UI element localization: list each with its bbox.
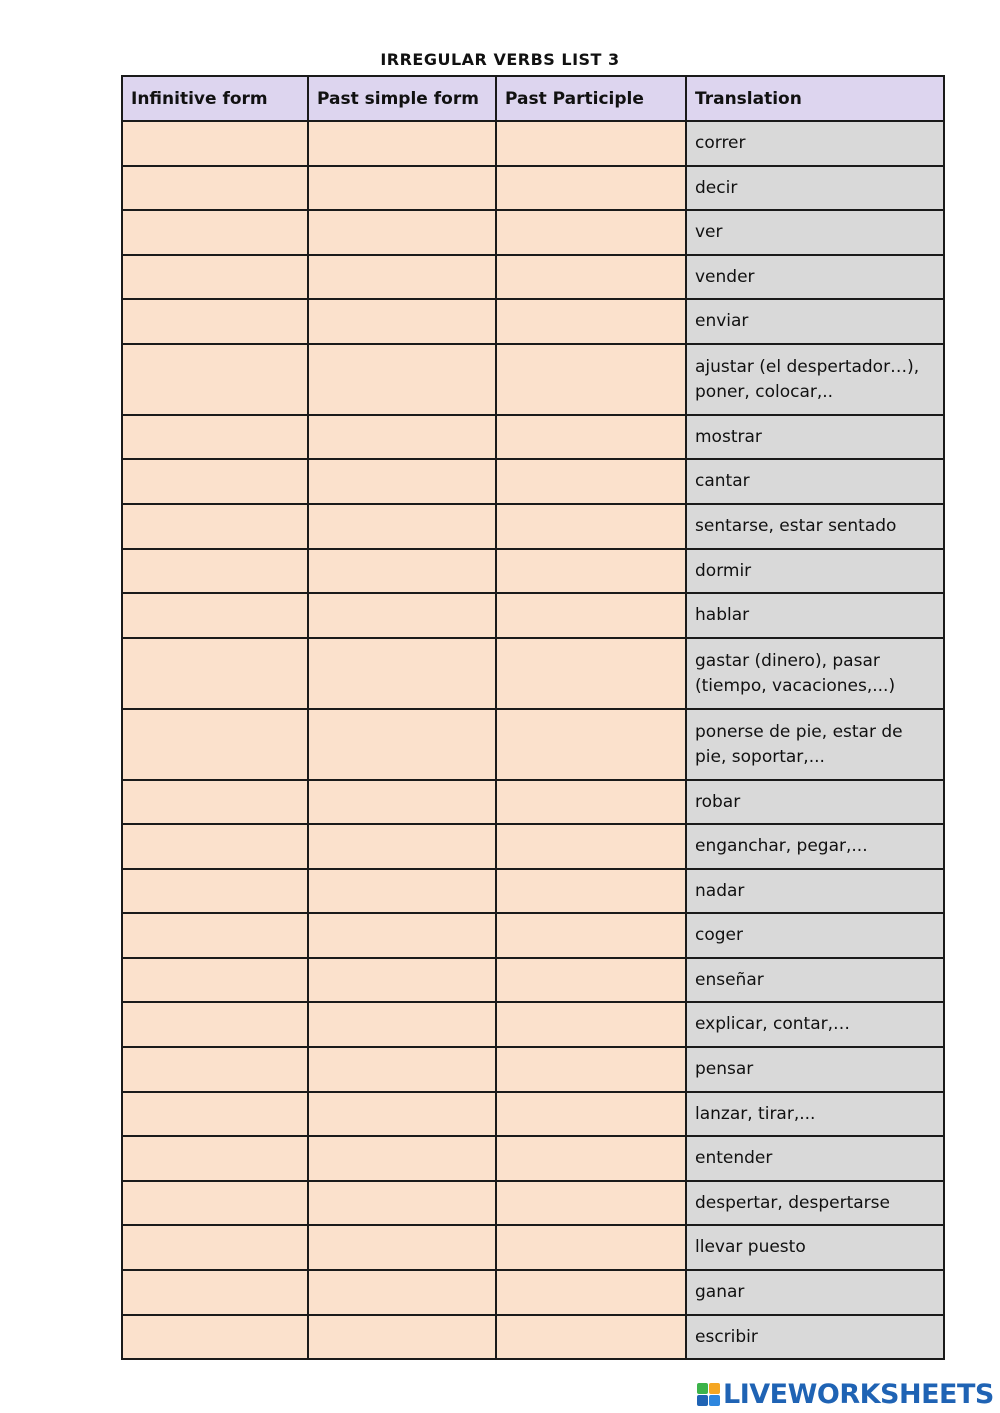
past-simple-cell [308, 638, 496, 709]
past-participle-input[interactable] [497, 427, 685, 446]
past-participle-input[interactable] [497, 370, 685, 389]
past-participle-input[interactable] [497, 1015, 685, 1034]
past-participle-cell [496, 549, 686, 593]
past-participle-cell [496, 121, 686, 166]
table-row [122, 1181, 944, 1225]
header-translation: Translation [686, 76, 944, 121]
past-participle-input[interactable] [497, 1149, 685, 1168]
past-simple-input[interactable] [309, 1104, 495, 1123]
translation-cell [686, 1181, 944, 1225]
table-row [122, 593, 944, 638]
infinitive-input[interactable] [123, 1149, 307, 1168]
translation-cell [686, 549, 944, 593]
translation-text: escribir [695, 1326, 758, 1347]
translation-text: ajustar (el despertador…), [695, 356, 920, 377]
past-simple-input[interactable] [309, 427, 495, 446]
translation-text: hablar [695, 605, 750, 625]
past-participle-cell [496, 1225, 686, 1270]
table-row [122, 504, 944, 549]
past-participle-input[interactable] [497, 735, 685, 754]
table-row [122, 1047, 944, 1092]
liveworksheets-logo [697, 1378, 994, 1410]
past-participle-cell [496, 459, 686, 504]
past-simple-input[interactable] [309, 735, 495, 754]
past-participle-input[interactable] [497, 664, 685, 683]
infinitive-input[interactable] [123, 792, 307, 811]
infinitive-input[interactable] [123, 517, 307, 536]
past-simple-input[interactable] [309, 1283, 495, 1302]
infinitive-input[interactable] [123, 970, 307, 989]
past-participle-input[interactable] [497, 881, 685, 900]
translation-text: llevar puesto [695, 1237, 806, 1257]
past-participle-cell [496, 1092, 686, 1136]
translation-text: mostrar [695, 426, 762, 447]
translation-cell [686, 210, 944, 255]
table-row [122, 1092, 944, 1136]
past-simple-cell [308, 1270, 496, 1315]
translation-cell [686, 1315, 944, 1359]
past-simple-input[interactable] [309, 561, 495, 580]
translation-cell [686, 958, 944, 1002]
past-participle-cell [496, 166, 686, 210]
translation-cell [686, 299, 944, 344]
table-row [122, 780, 944, 824]
infinitive-cell [122, 869, 308, 913]
translation-text: gastar (dinero), pasar [695, 650, 880, 671]
past-simple-input[interactable] [309, 926, 495, 945]
infinitive-cell [122, 1181, 308, 1225]
translation-text: robar [695, 791, 741, 812]
translation-text: pensar [695, 1059, 754, 1079]
table-row [122, 255, 944, 299]
past-participle-cell [496, 913, 686, 958]
past-simple-input[interactable] [309, 370, 495, 389]
translation-text: (tiempo, vacaciones,...) [695, 675, 896, 696]
past-simple-input[interactable] [309, 223, 495, 242]
translation-cell [686, 1136, 944, 1181]
past-simple-cell [308, 1136, 496, 1181]
past-participle-cell [496, 299, 686, 344]
past-participle-input[interactable] [497, 312, 685, 331]
infinitive-input[interactable] [123, 606, 307, 625]
translation-cell [686, 459, 944, 504]
translation-cell [686, 1225, 944, 1270]
infinitive-input[interactable] [123, 1060, 307, 1079]
infinitive-cell [122, 913, 308, 958]
past-simple-input[interactable] [309, 267, 495, 286]
past-participle-input[interactable] [497, 1327, 685, 1346]
infinitive-cell [122, 1002, 308, 1047]
infinitive-input[interactable] [123, 561, 307, 580]
table-row [122, 344, 944, 415]
infinitive-cell [122, 344, 308, 415]
infinitive-input[interactable] [123, 427, 307, 446]
past-participle-cell [496, 1002, 686, 1047]
infinitive-cell [122, 415, 308, 459]
past-participle-input[interactable] [497, 517, 685, 536]
infinitive-cell [122, 593, 308, 638]
past-simple-cell [308, 299, 496, 344]
past-simple-input[interactable] [309, 1149, 495, 1168]
translation-text: decir [695, 177, 738, 198]
infinitive-cell [122, 780, 308, 824]
past-participle-input[interactable] [497, 837, 685, 856]
infinitive-cell [122, 824, 308, 869]
table-row [122, 210, 944, 255]
infinitive-cell [122, 166, 308, 210]
past-simple-input[interactable] [309, 881, 495, 900]
table-row [122, 166, 944, 210]
past-simple-input[interactable] [309, 837, 495, 856]
infinitive-cell [122, 709, 308, 780]
infinitive-input[interactable] [123, 472, 307, 491]
past-simple-input[interactable] [309, 134, 495, 153]
table-row [122, 299, 944, 344]
past-simple-cell [308, 1225, 496, 1270]
translation-cell [686, 1092, 944, 1136]
table-row [122, 549, 944, 593]
infinitive-input[interactable] [123, 1193, 307, 1212]
logo-blocks-icon [697, 1383, 720, 1406]
past-participle-cell [496, 824, 686, 869]
infinitive-cell [122, 459, 308, 504]
translation-text: enseñar [695, 969, 764, 990]
infinitive-cell [122, 1315, 308, 1359]
translation-text: sentarse, estar sentado [695, 516, 897, 536]
past-simple-input[interactable] [309, 312, 495, 331]
infinitive-cell [122, 255, 308, 299]
infinitive-cell [122, 1270, 308, 1315]
past-participle-input[interactable] [497, 970, 685, 989]
past-simple-input[interactable] [309, 178, 495, 197]
past-simple-input[interactable] [309, 472, 495, 491]
table-row [122, 824, 944, 869]
past-simple-input[interactable] [309, 606, 495, 625]
table-row [122, 415, 944, 459]
translation-cell [686, 121, 944, 166]
infinitive-input[interactable] [123, 735, 307, 754]
translation-cell [686, 255, 944, 299]
past-participle-cell [496, 593, 686, 638]
past-simple-cell [308, 593, 496, 638]
translation-text: despertar, despertarse [695, 1192, 890, 1213]
past-simple-cell [308, 344, 496, 415]
infinitive-input[interactable] [123, 223, 307, 242]
table-row [122, 121, 944, 166]
infinitive-cell [122, 1136, 308, 1181]
translation-cell [686, 638, 944, 709]
header-past-participle: Past Participle [496, 76, 686, 121]
translation-text: entender [695, 1148, 773, 1168]
table-row [122, 958, 944, 1002]
past-participle-cell [496, 1136, 686, 1181]
table-row [122, 1225, 944, 1270]
table-row [122, 459, 944, 504]
infinitive-cell [122, 1092, 308, 1136]
infinitive-input[interactable] [123, 1238, 307, 1257]
infinitive-input[interactable] [123, 881, 307, 900]
translation-cell [686, 824, 944, 869]
past-simple-input[interactable] [309, 1060, 495, 1079]
past-simple-input[interactable] [309, 517, 495, 536]
table-row [122, 1270, 944, 1315]
past-simple-cell [308, 1181, 496, 1225]
past-participle-cell [496, 415, 686, 459]
past-participle-cell [496, 1315, 686, 1359]
translation-text: lanzar, tirar,... [695, 1103, 816, 1124]
past-participle-cell [496, 255, 686, 299]
infinitive-input[interactable] [123, 312, 307, 331]
past-simple-cell [308, 1315, 496, 1359]
infinitive-input[interactable] [123, 664, 307, 683]
table-row [122, 1136, 944, 1181]
infinitive-cell [122, 121, 308, 166]
past-participle-input[interactable] [497, 561, 685, 580]
infinitive-input[interactable] [123, 134, 307, 153]
past-simple-cell [308, 824, 496, 869]
infinitive-cell [122, 210, 308, 255]
verbs-table [121, 75, 945, 1360]
past-simple-cell [308, 549, 496, 593]
past-participle-input[interactable] [497, 606, 685, 625]
translation-text: coger [695, 925, 743, 945]
past-participle-input[interactable] [497, 1104, 685, 1123]
past-simple-cell [308, 709, 496, 780]
translation-text: enganchar, pegar,... [695, 836, 868, 856]
table-row [122, 1315, 944, 1359]
past-simple-input[interactable] [309, 1015, 495, 1034]
past-simple-cell [308, 1047, 496, 1092]
header-row [122, 76, 944, 121]
translation-text: enviar [695, 311, 749, 331]
translation-text: ponerse de pie, estar de [695, 721, 903, 742]
translation-cell [686, 1270, 944, 1315]
past-participle-cell [496, 1047, 686, 1092]
past-participle-input[interactable] [497, 472, 685, 491]
translation-cell [686, 780, 944, 824]
infinitive-input[interactable] [123, 267, 307, 286]
past-participle-input[interactable] [497, 792, 685, 811]
translation-cell [686, 1002, 944, 1047]
infinitive-input[interactable] [123, 1327, 307, 1346]
past-simple-input[interactable] [309, 1193, 495, 1212]
past-simple-cell [308, 869, 496, 913]
translation-text: correr [695, 133, 746, 153]
past-simple-input[interactable] [309, 970, 495, 989]
infinitive-cell [122, 958, 308, 1002]
translation-cell [686, 504, 944, 549]
infinitive-input[interactable] [123, 1015, 307, 1034]
worksheet-title: IRREGULAR VERBS LIST 3 [380, 50, 620, 69]
infinitive-input[interactable] [123, 370, 307, 389]
translation-text: poner, colocar,.. [695, 381, 834, 402]
past-simple-cell [308, 166, 496, 210]
past-participle-cell [496, 780, 686, 824]
infinitive-input[interactable] [123, 178, 307, 197]
past-participle-input[interactable] [497, 926, 685, 945]
past-participle-cell [496, 709, 686, 780]
translation-text: pie, soportar,... [695, 746, 825, 767]
past-participle-cell [496, 869, 686, 913]
translation-text: ganar [695, 1282, 745, 1302]
past-participle-input[interactable] [497, 1060, 685, 1079]
infinitive-input[interactable] [123, 837, 307, 856]
translation-text: ver [695, 222, 723, 242]
past-participle-cell [496, 958, 686, 1002]
past-simple-cell [308, 210, 496, 255]
translation-text: cantar [695, 471, 750, 491]
past-participle-input[interactable] [497, 1238, 685, 1257]
past-participle-input[interactable] [497, 1283, 685, 1302]
infinitive-input[interactable] [123, 926, 307, 945]
translation-text: explicar, contar,… [695, 1014, 851, 1034]
past-simple-cell [308, 255, 496, 299]
infinitive-cell [122, 1047, 308, 1092]
past-simple-cell [308, 913, 496, 958]
table-row [122, 1002, 944, 1047]
past-simple-input[interactable] [309, 792, 495, 811]
past-participle-cell [496, 344, 686, 415]
infinitive-cell [122, 638, 308, 709]
infinitive-cell [122, 504, 308, 549]
past-simple-cell [308, 1002, 496, 1047]
translation-cell [686, 166, 944, 210]
past-participle-input[interactable] [497, 1193, 685, 1212]
table-row [122, 913, 944, 958]
past-participle-input[interactable] [497, 223, 685, 242]
translation-cell [686, 344, 944, 415]
past-participle-cell [496, 210, 686, 255]
infinitive-cell [122, 549, 308, 593]
infinitive-input[interactable] [123, 1104, 307, 1123]
table-row [122, 869, 944, 913]
translation-text: vender [695, 266, 755, 287]
past-simple-cell [308, 1092, 496, 1136]
logo-text: LIVEWORKSHEETS [723, 1378, 994, 1410]
past-simple-cell [308, 459, 496, 504]
table-row [122, 709, 944, 780]
translation-text: dormir [695, 560, 752, 581]
translation-cell [686, 1047, 944, 1092]
translation-cell [686, 913, 944, 958]
past-simple-input[interactable] [309, 1238, 495, 1257]
header-infinitive: Infinitive form [122, 76, 308, 121]
past-simple-input[interactable] [309, 1327, 495, 1346]
past-simple-cell [308, 504, 496, 549]
past-simple-cell [308, 121, 496, 166]
past-participle-cell [496, 504, 686, 549]
past-participle-input[interactable] [497, 134, 685, 153]
header-past-simple: Past simple form [308, 76, 496, 121]
past-simple-cell [308, 415, 496, 459]
past-participle-cell [496, 1181, 686, 1225]
infinitive-cell [122, 1225, 308, 1270]
past-participle-cell [496, 1270, 686, 1315]
table-row [122, 638, 944, 709]
past-participle-input[interactable] [497, 178, 685, 197]
translation-cell [686, 415, 944, 459]
translation-cell [686, 709, 944, 780]
past-participle-input[interactable] [497, 267, 685, 286]
past-simple-input[interactable] [309, 664, 495, 683]
infinitive-cell [122, 299, 308, 344]
past-simple-cell [308, 780, 496, 824]
past-simple-cell [308, 958, 496, 1002]
translation-text: nadar [695, 880, 745, 901]
translation-cell [686, 869, 944, 913]
infinitive-input[interactable] [123, 1283, 307, 1302]
past-participle-cell [496, 638, 686, 709]
translation-cell [686, 593, 944, 638]
